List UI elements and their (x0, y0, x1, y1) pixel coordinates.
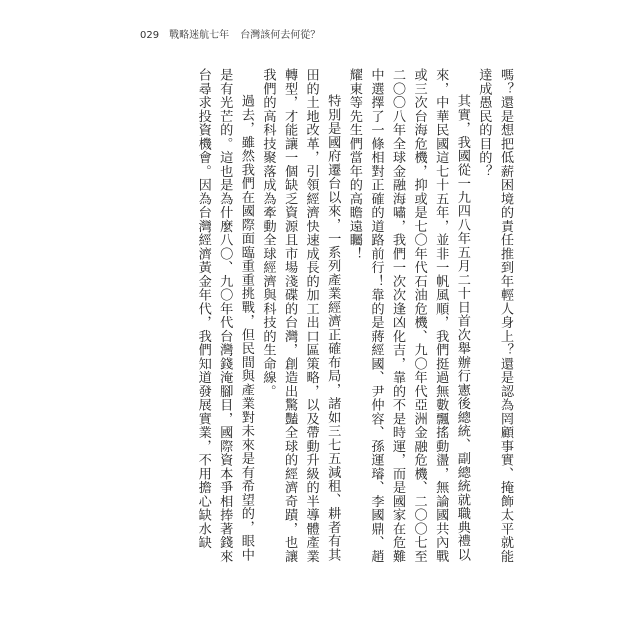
page-number: 029 (140, 30, 160, 41)
paragraph: 過去，雖然我們在國際面臨重重挑戰，但民間與產業對未來是有希望的，眼中是有光芒的。這也是為什麼八〇、九〇年代台灣錢淹腳目，國際資本爭相捧著錢來台尋求投資機會。因為台灣經濟黃金年代，我們知道發展實業，不用擔心缺水缺 (195, 68, 254, 563)
chapter-title: 台灣該何去何從？ (240, 30, 321, 41)
vertical-body-text (192, 68, 516, 568)
paragraph-continued: 嗎？還是想把低薪困境的責任推到年輕人身上？還是認為罔顧事實、掩飾太平就能達成愚民的目的？ (476, 68, 513, 563)
running-header (140, 26, 320, 41)
paragraph: 其實，我國從一九四八年五月二十日首次舉辦行憲後總統、副總統就職典禮以來，中華民國這七十五年，並非一帆風順，我們挺過無數飄搖動盪，無論國共內戰或三次台海危機，抑或是七〇年代石油危機、九〇年代亞洲金融危機、二〇〇七至二〇〇八年全球金融海嘯，我們一次次逢凶化吉，靠的不是時運，而是國家在危難中選擇了一條相對正確的道路前行！靠的是蔣經國、尹仲容、孫運璿、李國鼎、趙耀東等先生們當年的高瞻遠矚！ (346, 68, 470, 563)
paragraph: 特別是國府遷台以來，一系列產業經濟正確布局，諸如三七五減租、耕者有其田的土地改革，引領經濟快速成長的加工出口區策略，以及帶動升級的半導體產業轉型，才能讓一個缺乏資源且市場淺碟的台灣，創造出驚豔全球的經濟奇蹟，也讓我們的高科技聚落成為牽動全球經濟與科技的生命線。 (260, 68, 341, 563)
book-title: 戰略迷航七年 (169, 30, 230, 41)
